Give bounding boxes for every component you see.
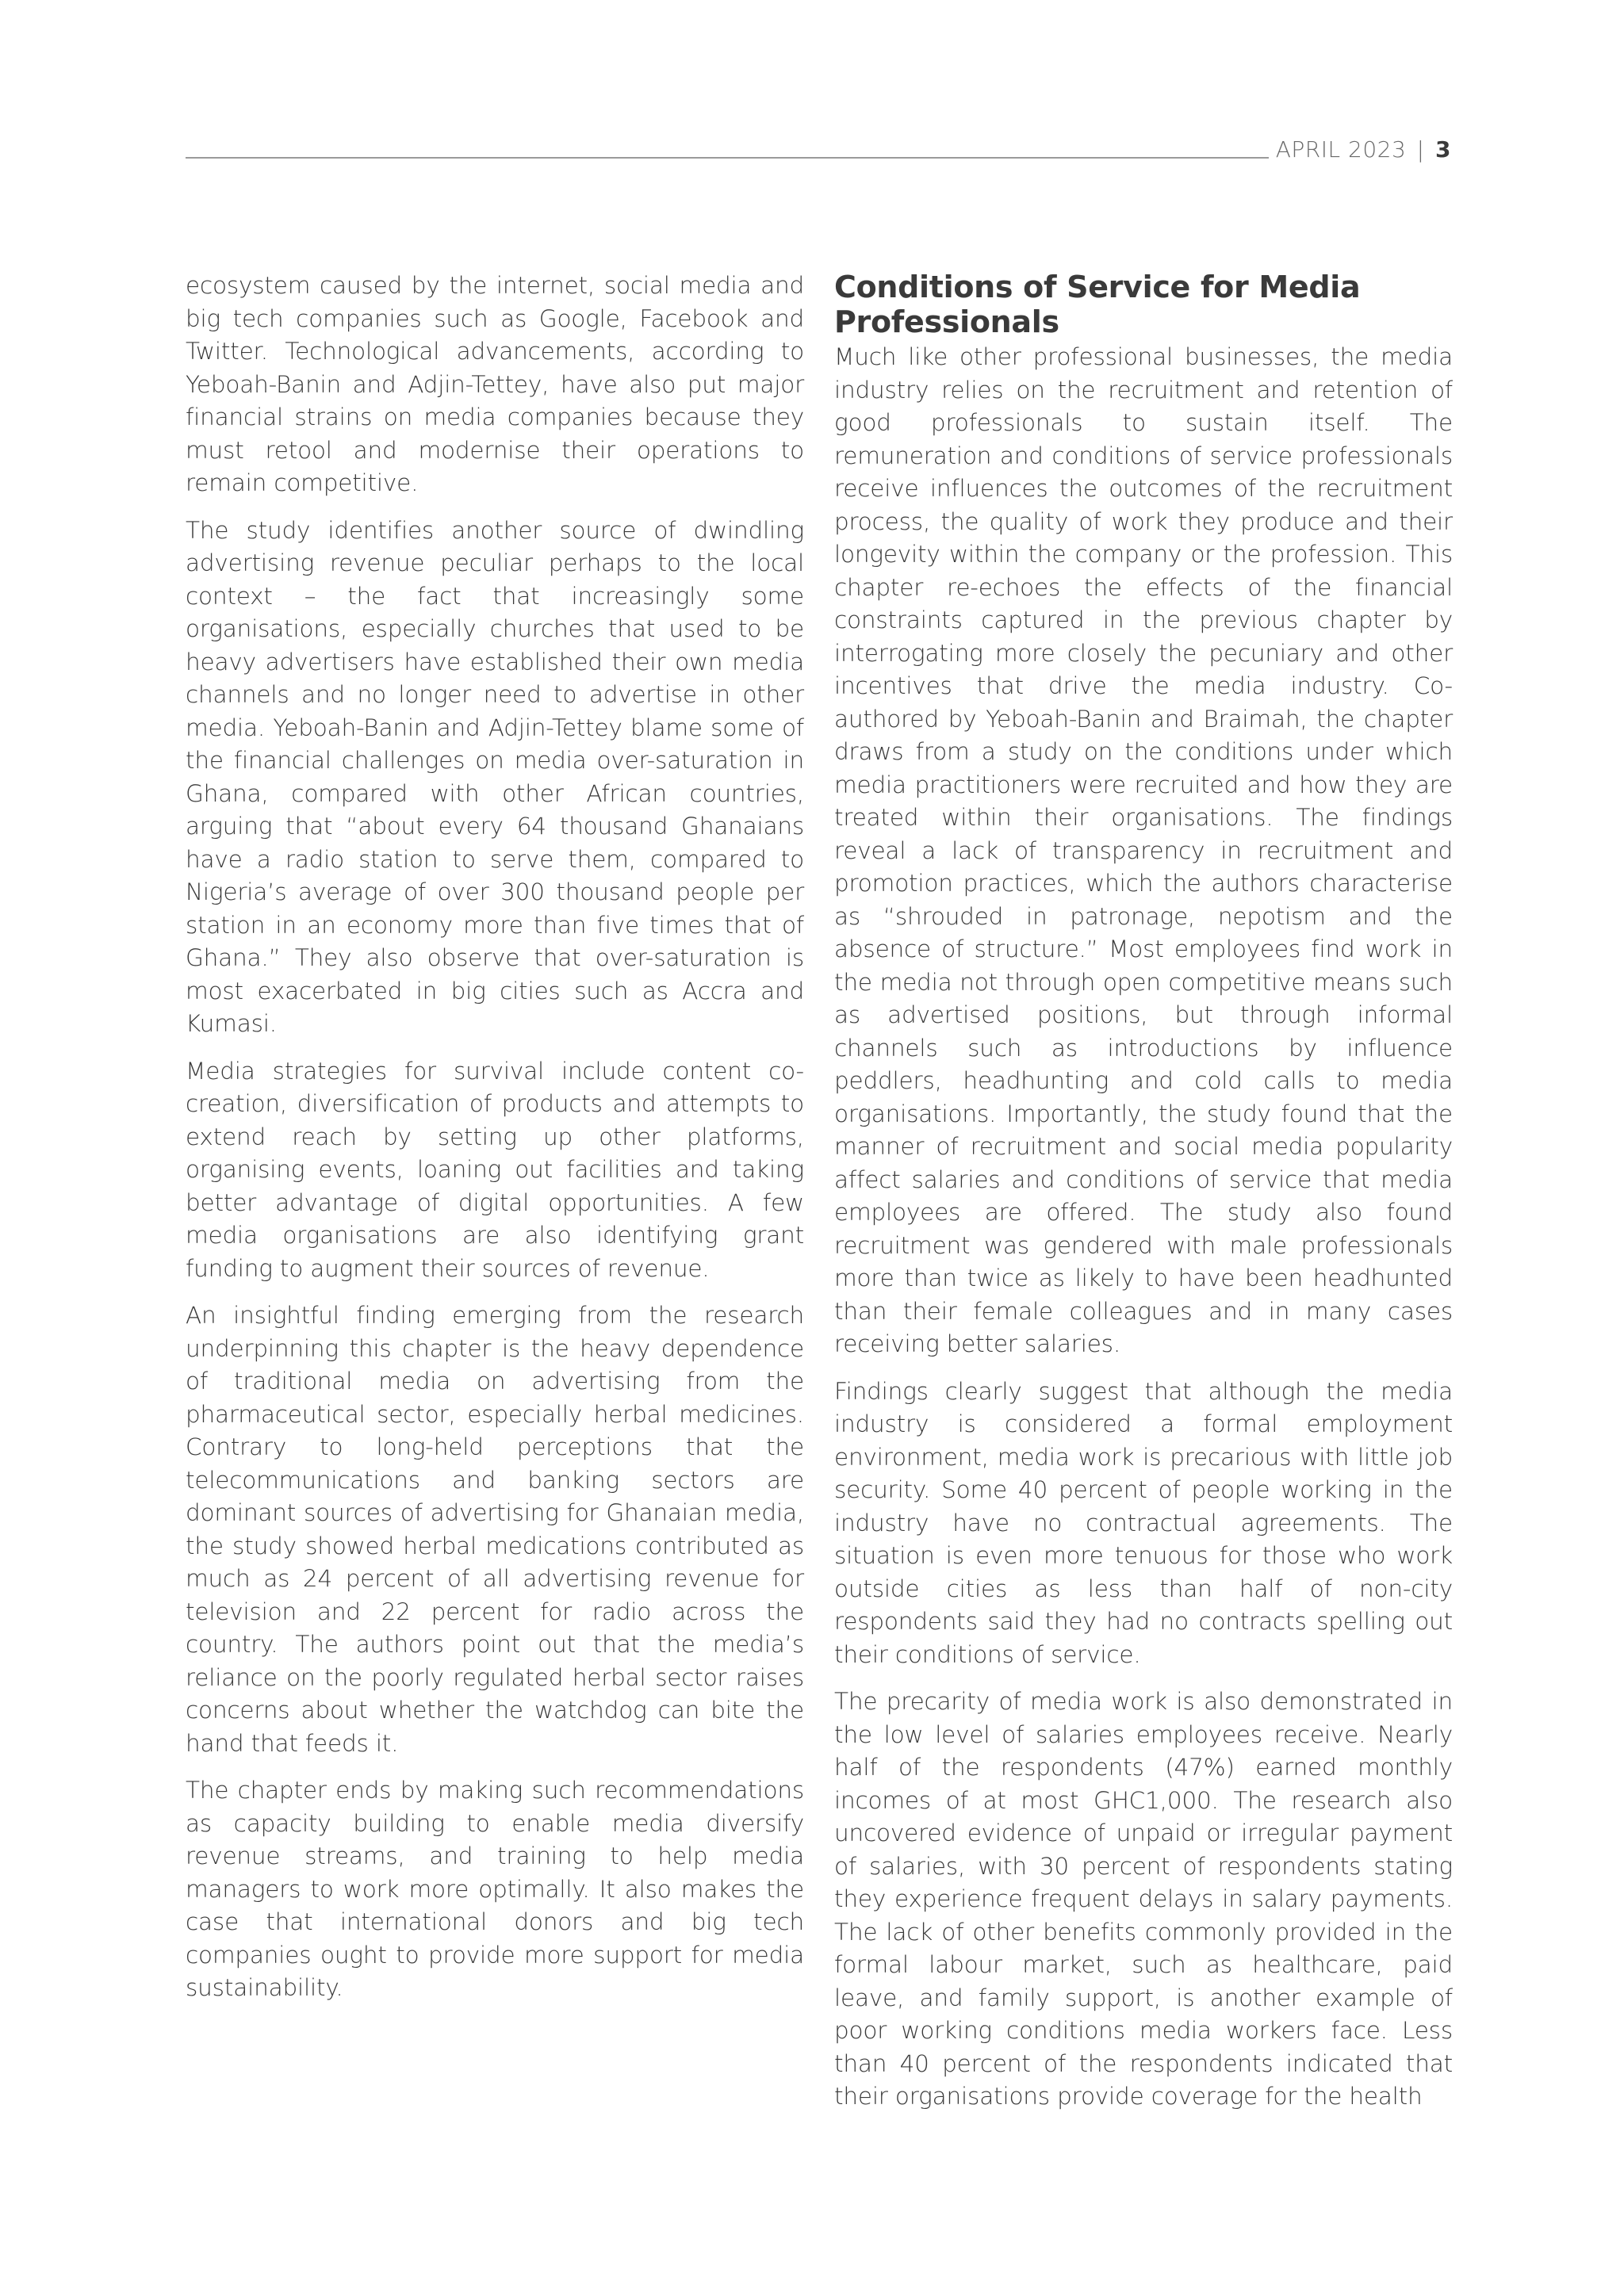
right-column	[834, 270, 1453, 2128]
page-header	[186, 133, 1451, 171]
right-paragraph-3: The precarity of media work is also demonstrated in the low level of salaries employees receive. Nearly half of the respondents (47%) earned monthly incomes of at most GHC1,000. The research also uncovered evidence of unpaid or irregular payment of salaries, with 30 percent of respondents stating they experience frequent delays in salary payments. The lack of other benefits commonly provided in the formal labour market, such as healthcare, paid leave, and family support, is another example of poor working conditions media workers face. Less than 40 percent of the respondents indicated that their organisations provide coverage for the health	[834, 1688, 1453, 2110]
header-rule	[186, 157, 1269, 159]
left-paragraph-1: ecosystem caused by the internet, social media and big tech companies such as Google, Facebook and Twitter. Technological advancements, according to Yeboah-Banin and Adjin-Tettey, have also put major financial strains on media companies because they must retool and modernise their operations to remain competitive.	[186, 272, 804, 496]
header-label-group	[1276, 136, 1451, 163]
left-paragraph-3: Media strategies for survival include content co-creation, diversification of products and attempts to extend reach by setting up other platforms, organising events, loaning out facilities and taking better advantage of digital opportunities. A few media organisations are also identifying grant funding to augment their sources of revenue.	[186, 1057, 804, 1282]
header-separator: |	[1416, 136, 1425, 163]
page-number: 3	[1435, 136, 1451, 163]
header-date: APRIL 2023	[1275, 136, 1407, 163]
left-column	[186, 270, 804, 2019]
section-heading: Conditions of Service for Media Professionals	[834, 270, 1361, 339]
right-paragraph-1: Much like other professional businesses, the media industry relies on the recruitment and retention of good professionals to sustain itself. The remuneration and conditions of service professionals receive influences the outcomes of the recruitment process, the quality of work they produce and their longevity within the company or the profession. This chapter re-echoes the effects of the financial constraints captured in the previous chapter by interrogating more closely the pecuniary and other incentives that drive the media industry. Co-authored by Yeboah-Banin and Braimah, the chapter draws from a study on the conditions under which media practitioners were recruited and how they are treated within their organisations. The findings reveal a lack of transparency in recruitment and promotion practices, which the authors characterise as “shrouded in patronage, nepotism and the absence of structure.” Most employees find work in the media not through open competitive means such as advertised positions, but through informal channels such as introductions by influence peddlers, headhunting and cold calls to media organisations. Importantly, the study found that the manner of recruitment and social media popularity affect salaries and conditions of service that media employees are offered. The study also found recruitment was gendered with male professionals more than twice as likely to have been headhunted than their female colleagues and in many cases receiving better salaries.	[834, 343, 1453, 1357]
left-paragraph-2: The study identifies another source of dwindling advertising revenue peculiar perhaps to the local context – the fact that increasingly some organisations, especially churches that used to be heavy advertisers have established their own media channels and no longer need to advertise in other media. Yeboah-Banin and Adjin-Tettey blame some of the financial challenges on media over-saturation in Ghana, compared with other African countries, arguing that “about every 64 thousand Ghanaians have a radio station to serve them, compared to Nigeria’s average of over 300 thousand people per station in an economy more than five times that of Ghana.” They also observe that over-saturation is most exacerbated in big cities such as Accra and Kumasi.	[186, 516, 804, 1037]
left-paragraph-4: An insightful finding emerging from the research underpinning this chapter is the heavy dependence of traditional media on advertising from the pharmaceutical sector, especially herbal medicines. Contrary to long-held perceptions that the telecommunications and banking sectors are dominant sources of advertising for Ghanaian media, the study showed herbal medications contributed as much as 24 percent of all advertising revenue for television and 22 percent for radio across the country. The authors point out that the media’s reliance on the poorly regulated herbal sector raises concerns about whether the watchdog can bite the hand that feeds it.	[186, 1302, 804, 1757]
right-paragraph-2: Findings clearly suggest that although the media industry is considered a formal employment environment, media work is precarious with little job security. Some 40 percent of people working in the industry have no contractual agreements. The situation is even more tenuous for those who work outside cities as less than half of non-city respondents said they had no contracts spelling out their conditions of service.	[834, 1377, 1453, 1668]
left-paragraph-5: The chapter ends by making such recommendations as capacity building to enable media diversify revenue streams, and training to help media managers to work more optimally. It also makes the case that international donors and big tech companies ought to provide more support for media sustainability.	[186, 1777, 804, 2001]
